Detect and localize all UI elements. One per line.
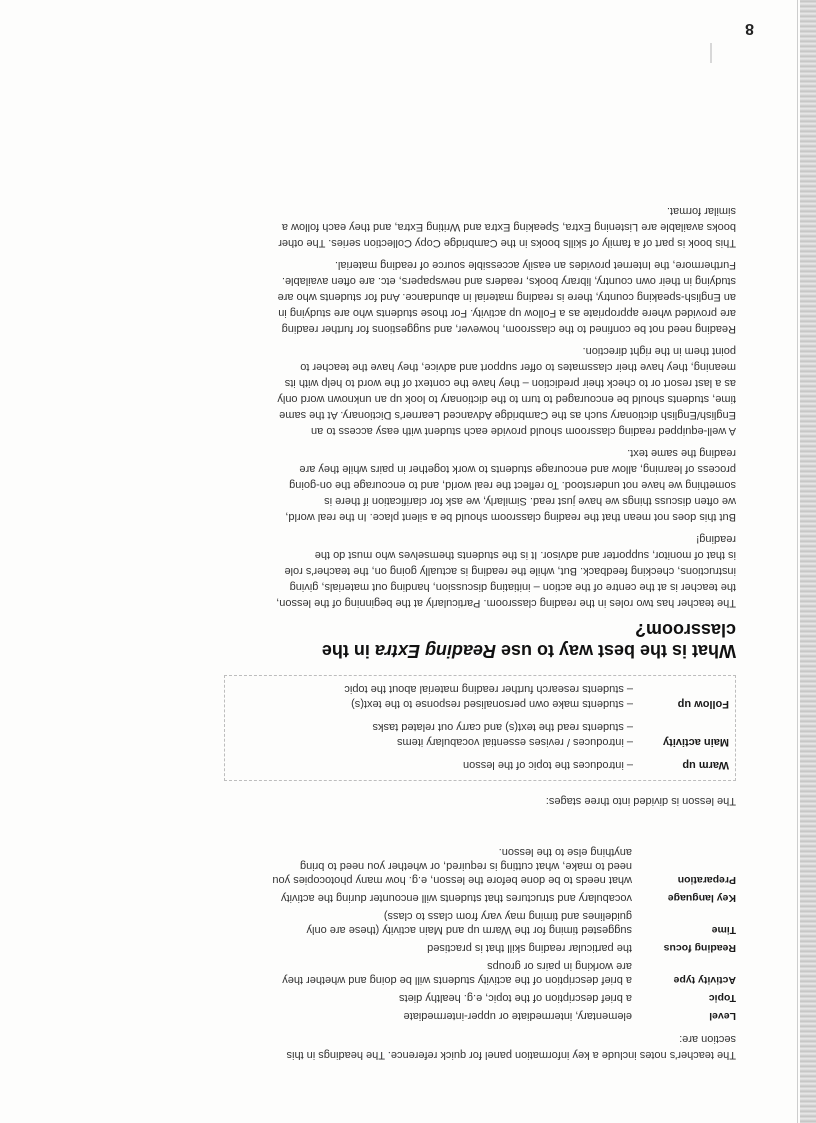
scan-mark — [710, 43, 712, 63]
section-heading — [216, 619, 736, 661]
key-panel-row — [266, 845, 736, 887]
key-panel-label: Preparation — [677, 874, 736, 886]
key-panel-label: Reading focus — [663, 942, 736, 954]
stage-item: – introduces / revises essential vocabulary items — [231, 734, 633, 749]
body-paragraph: Reading need not be confined to the classroom, however, and suggestions for further reading are provided where appropriate as a Follow up activity. For those students who are studying in an English-speaking country, there is reading material in abundance. And for students who are studying in their own country, library books, readers and newspapers, etc. are often available. Furthermore, the Internet provides an easily accessible source of reading material. — [277, 259, 736, 335]
key-panel-label: Key language — [667, 892, 736, 904]
lesson-stages-box — [224, 675, 736, 781]
body-paragraph: A well-equipped reading classroom should provide each student with easy access to an English/English dictionary such as the Cambridge Advanced Learner's Dictionary. At the same time, students should be encouraged to turn to the dictionary to look up an unknown word only as a last resort or to check their prediction – they have the context of the word to help with its meaning, they have their classmates to offer support and advice, they have the teacher to point them in the right direction. — [277, 345, 736, 437]
body-paragraph: This book is part of a family of skills books in the Cambridge Copy Collection series. The other books available are Listening Extra, Speaking Extra and Writing Extra, and they each follow a similar format. — [278, 205, 736, 249]
key-panel-label: Level — [709, 1010, 736, 1022]
key-panel-row — [266, 891, 736, 905]
key-panel-label: Time — [711, 924, 736, 936]
key-panel-text: elementary, intermediate or upper-intermediate — [403, 1010, 632, 1022]
body-paragraph: But this does not mean that the reading classroom should be a silent place. In the real world, we often discuss things we have just read. Similarly, we ask for clarification if there is something we have not understood. To reflect the real world, and to encourage the on-going process of learning, allow and encourage students to work together in pairs while they are reading the same text. — [285, 447, 736, 523]
stage-row — [231, 681, 729, 711]
key-panel-text: a brief description of the activity students will be doing and whether they are working in pairs or groups — [282, 960, 632, 986]
stage-row — [231, 719, 729, 749]
stage-label: Follow up — [677, 698, 729, 710]
key-panel-text: suggested timing for the Warm up and Main activity (these are only guidelines and timing may vary from class to class) — [306, 910, 632, 936]
key-information-panel — [266, 841, 736, 1023]
key-panel-label: Activity type — [673, 974, 736, 986]
heading-text: What is the best way to use — [495, 641, 736, 661]
heading-text: in the classroom? — [321, 620, 736, 661]
heading-book-title: Reading Extra — [374, 641, 496, 661]
stages-intro: The lesson is divided into three stages: — [545, 795, 736, 807]
key-panel-text: what needs to be done before the lesson, e.g. how many photocopies you need to make, what cutting is required, or whether you need to bring anything else to the lesson. — [272, 846, 632, 886]
key-panel-row — [266, 991, 736, 1005]
stage-item: – introduces the topic of the lesson — [231, 757, 633, 772]
stage-item: – students research further reading material about the topic — [231, 681, 633, 696]
key-panel-text: the particular reading skill that is practised — [427, 942, 632, 954]
page-number: 8 — [745, 20, 754, 37]
key-panel-text: vocabulary and structures that students will encounter during the activity — [281, 892, 632, 904]
stage-item: – students read the text(s) and carry out related tasks — [231, 719, 633, 734]
stage-row — [231, 757, 729, 772]
key-panel-row — [266, 909, 736, 937]
stage-label: Warm up — [682, 759, 729, 771]
stage-item: – students make own personalised response to the text(s) — [231, 696, 633, 711]
key-panel-row — [266, 941, 736, 955]
body-paragraph: The teacher has two roles in the reading classroom. Particularly at the beginning of the lesson, the teacher is at the centre of the action – initiating discussion, handing out materials, giving instructions, checking feedback. But, while the reading is actually going on, the teacher's role is that of monitor, supporter and advisor. It is the students themselves who must do the reading! — [276, 533, 736, 609]
stage-label: Main activity — [662, 736, 729, 748]
key-panel-row — [266, 1009, 736, 1023]
key-panel-text: a brief description of the topic, e.g. healthy diets — [399, 992, 632, 1004]
key-panel-label: Topic — [708, 992, 736, 1004]
intro-text: The teacher's notes include a key information panel for quick reference. The headings in this section are: — [286, 1033, 736, 1061]
key-panel-row — [266, 959, 736, 987]
